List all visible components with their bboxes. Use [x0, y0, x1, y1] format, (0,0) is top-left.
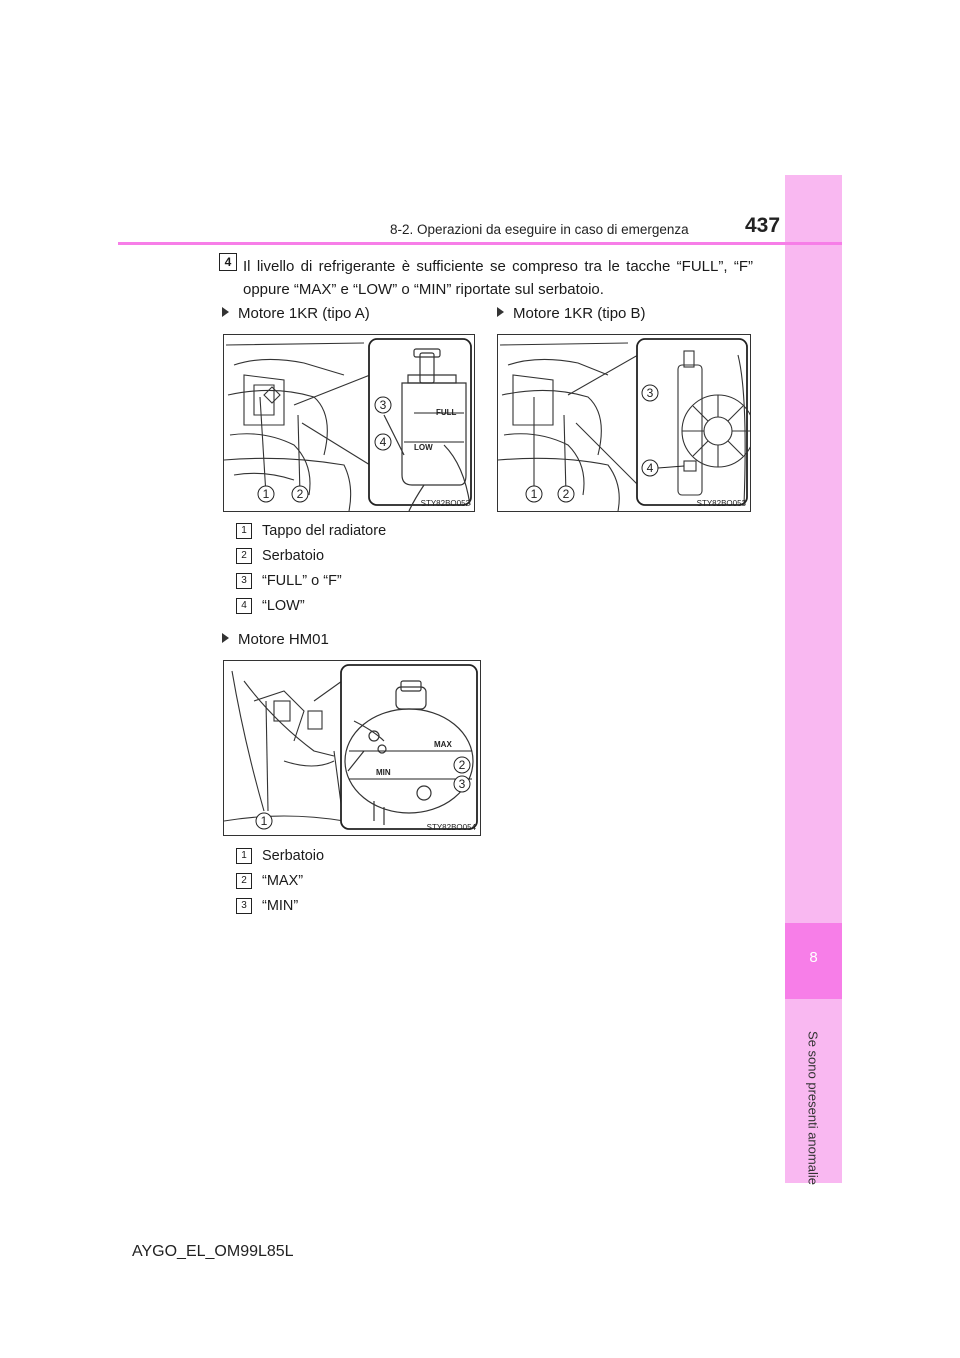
figure-code: STY82BO053: [696, 499, 746, 508]
step-number-box: 4: [219, 253, 237, 271]
svg-text:3: 3: [458, 777, 466, 791]
svg-text:1: 1: [262, 487, 270, 501]
svg-text:LOW: LOW: [414, 443, 433, 452]
engine-illustration-hm01: [224, 661, 480, 835]
bullet-type-a: Motore 1KR (tipo A): [222, 305, 370, 322]
svg-text:2: 2: [562, 487, 570, 501]
figure-code: STY82BO054: [426, 823, 476, 832]
svg-text:4: 4: [379, 435, 387, 449]
legend-item: 4 “LOW”: [236, 598, 386, 623]
bullet-hm01: Motore HM01: [222, 631, 329, 648]
figure-hm01: [223, 660, 481, 836]
figure-1kr-type-a: [223, 334, 475, 512]
bullet-triangle-icon: [497, 307, 504, 317]
page-number: 437: [745, 214, 781, 237]
legend-hm01: [236, 848, 324, 923]
engine-illustration-b: [498, 335, 750, 511]
svg-text:MIN: MIN: [376, 768, 391, 777]
legend-item: 1 Tappo del radiatore: [236, 523, 386, 548]
bullet-triangle-icon: [222, 633, 229, 643]
legend-item: 3 “MIN”: [236, 898, 324, 923]
svg-text:3: 3: [379, 398, 387, 412]
document-code: AYGO_EL_OM99L85L: [132, 1243, 294, 1260]
legend-item: 1 Serbatoio: [236, 848, 324, 873]
svg-text:MAX: MAX: [434, 740, 452, 749]
bullet-triangle-icon: [222, 307, 229, 317]
legend-item: 2 “MAX”: [236, 873, 324, 898]
svg-text:1: 1: [530, 487, 538, 501]
step-text: Il livello di refrigerante è sufficiente se compreso tra le tacche “FULL”, “F” oppure “MAX” e “LOW” o “MIN” riportate sul serbatoio.: [243, 258, 753, 298]
svg-text:4: 4: [646, 461, 654, 475]
section-heading: 8-2. Operazioni da eseguire in caso di emergenza: [390, 222, 689, 237]
bullet-type-b: Motore 1KR (tipo B): [497, 305, 646, 322]
engine-illustration-a: [224, 335, 474, 511]
legend-1kr: [236, 523, 386, 623]
svg-text:2: 2: [296, 487, 304, 501]
chapter-title: Se sono presenti anomalie: [805, 1030, 821, 1185]
svg-text:3: 3: [646, 386, 654, 400]
figure-1kr-type-b: [497, 334, 751, 512]
legend-item: 3 “FULL” o “F”: [236, 573, 386, 598]
svg-text:FULL: FULL: [436, 408, 457, 417]
legend-item: 2 Serbatoio: [236, 548, 386, 573]
chapter-number: 8: [809, 949, 818, 966]
figure-code: STY82BO052: [420, 499, 470, 508]
svg-text:2: 2: [458, 758, 466, 772]
svg-text:1: 1: [260, 814, 268, 828]
header-rule: [118, 242, 842, 245]
